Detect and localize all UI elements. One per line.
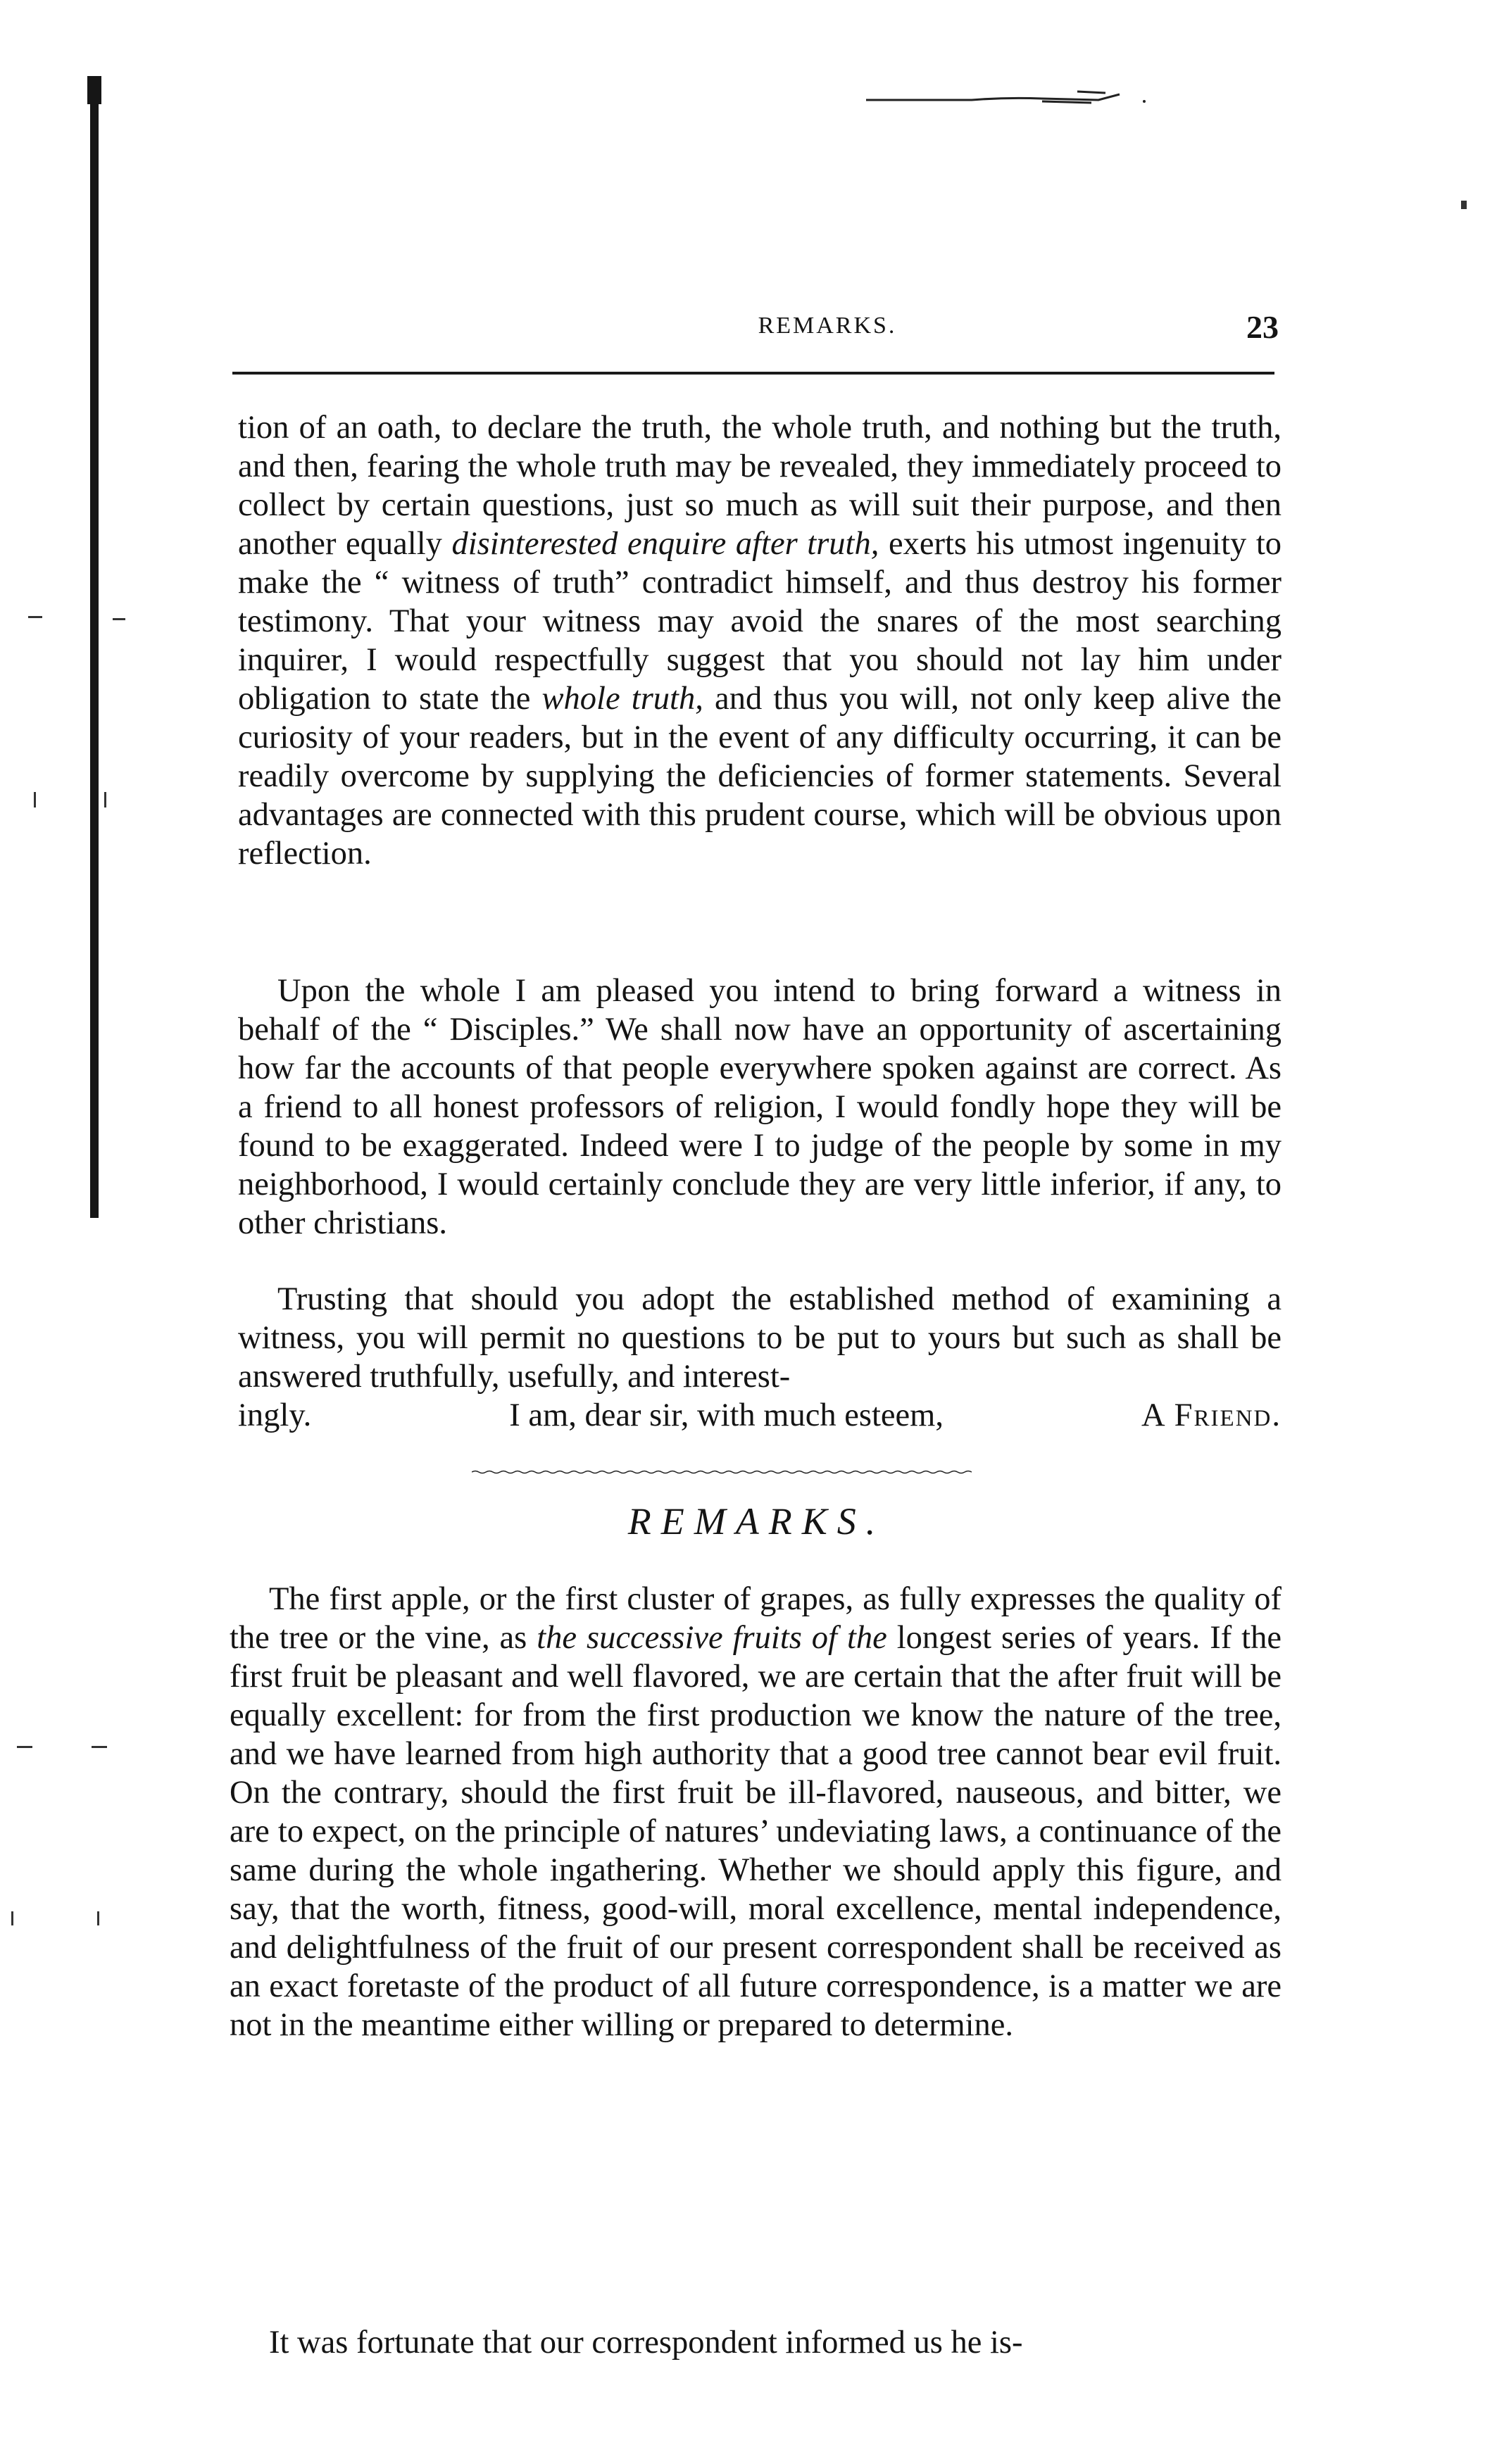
- letter-paragraph-1: [238, 408, 1282, 873]
- letter-p2-text: Upon the whole I am pleased you intend to bring forward a witness in behalf of the “ Disciples.” We shall now have an opportunity of ascertaining how far the accounts of that people everywhere spoken against are correct. As a friend to all honest professors of religion, I would fondly hope they will be found to be exaggerated. Indeed were I to judge of the people by some in my neighborhood, I would certainly conclude they are very little inferior, if any, to other christians.: [238, 973, 1282, 1241]
- scan-speck: [17, 1746, 32, 1748]
- section-title: REMARKS.: [627, 1500, 886, 1542]
- running-head-title: REMARKS.: [758, 313, 897, 339]
- letter-p1-text-a: tion of an oath, to declare the truth, the whole truth, and nothing but the truth, and then, fearing the whole truth may be revealed, they immediately proceed to collect by certain questions, just so much as will suit their purpose, and then another equally: [238, 410, 1282, 562]
- remarks-paragraph-2: [230, 2323, 1282, 2362]
- letter-closing-line: [238, 1396, 1282, 1435]
- letter-p1-text-c: and thus you will, not only keep alive the curiosity of your readers, but in the event of any difficulty occurring, it can be readily overcome by supplying the deficiencies of former statements. Several advantages are connected with this prudent course, which will be obvious upon reflection.: [238, 681, 1282, 872]
- letter-paragraph-2: [238, 972, 1282, 1243]
- scan-speck: [11, 1911, 13, 1925]
- scan-speck: [104, 792, 106, 807]
- scan-speck: [92, 1746, 107, 1748]
- scan-speck: [1461, 201, 1467, 209]
- scan-speck: [28, 616, 42, 618]
- letter-p1-italic-b: whole truth,: [541, 681, 703, 717]
- remarks-p1-text-b: longest series of years. If the first fruit be pleasant and well flavored, we are certain that the after fruit will be equally excellent: for from the first production we know the nature of the tree, and we have learned from high authority that a good tree cannot bear evil fruit. On the contrary, should the first fruit be ill-flavored, nauseous, and bitter, we are to expect, on the principle of natures’ undeviating laws, a continuance of the same during the whole ingathering. Whether we should apply this figure, and say, that the worth, fitness, good-will, moral excellence, mental independence, and delightfulness of the fruit of our present correspondent shall be received as an exact foretaste of the product of all future correspondence, is a matter we are not in the meantime either willing or prepared to determine.: [230, 1620, 1282, 2043]
- header-rule: [232, 372, 1274, 375]
- section-divider: [472, 1470, 972, 1474]
- running-header: [232, 308, 1283, 351]
- letter-closing-word: ingly.: [238, 1397, 312, 1433]
- scan-speck: [34, 792, 36, 807]
- binding-edge-bar: [90, 84, 99, 1218]
- letter-closing-phrase: I am, dear sir, with much esteem,: [509, 1397, 944, 1433]
- remarks-p2-text: It was fortunate that our correspondent informed us he is-: [269, 2325, 1023, 2361]
- page-number: 23: [1246, 309, 1279, 345]
- letter-p1-text-b: exerts his utmost ingenuity to make the “ witness of truth” contradict himself, and thus destroy his former testimony. That your witness may avoid the snares of the most searching inquirer, I would respectfully suggest that you should not lay him under obligation to state the: [238, 526, 1282, 717]
- remarks-p1-italic: the successive fruits of the: [537, 1620, 887, 1656]
- letter-paragraph-3: [238, 1280, 1282, 1435]
- letter-signature: A Friend.: [1141, 1397, 1282, 1433]
- remarks-paragraph-1: [230, 1580, 1282, 2044]
- top-flourish-mark: [866, 84, 1148, 113]
- letter-p3-text: Trusting that should you adopt the established method of examining a witness, you will permit no questions to be put to yours but such as shall be answered truthfully, usefully, and interest-: [238, 1281, 1282, 1395]
- letter-p1-italic-a: disinterested enquire after truth,: [451, 526, 879, 562]
- scan-speck: [97, 1911, 99, 1925]
- scan-speck: [113, 618, 125, 620]
- remarks-p1-text-a: The first apple, or the first cluster of grapes, as fully expresses the quality of the tree or the vine, as: [230, 1581, 1282, 1656]
